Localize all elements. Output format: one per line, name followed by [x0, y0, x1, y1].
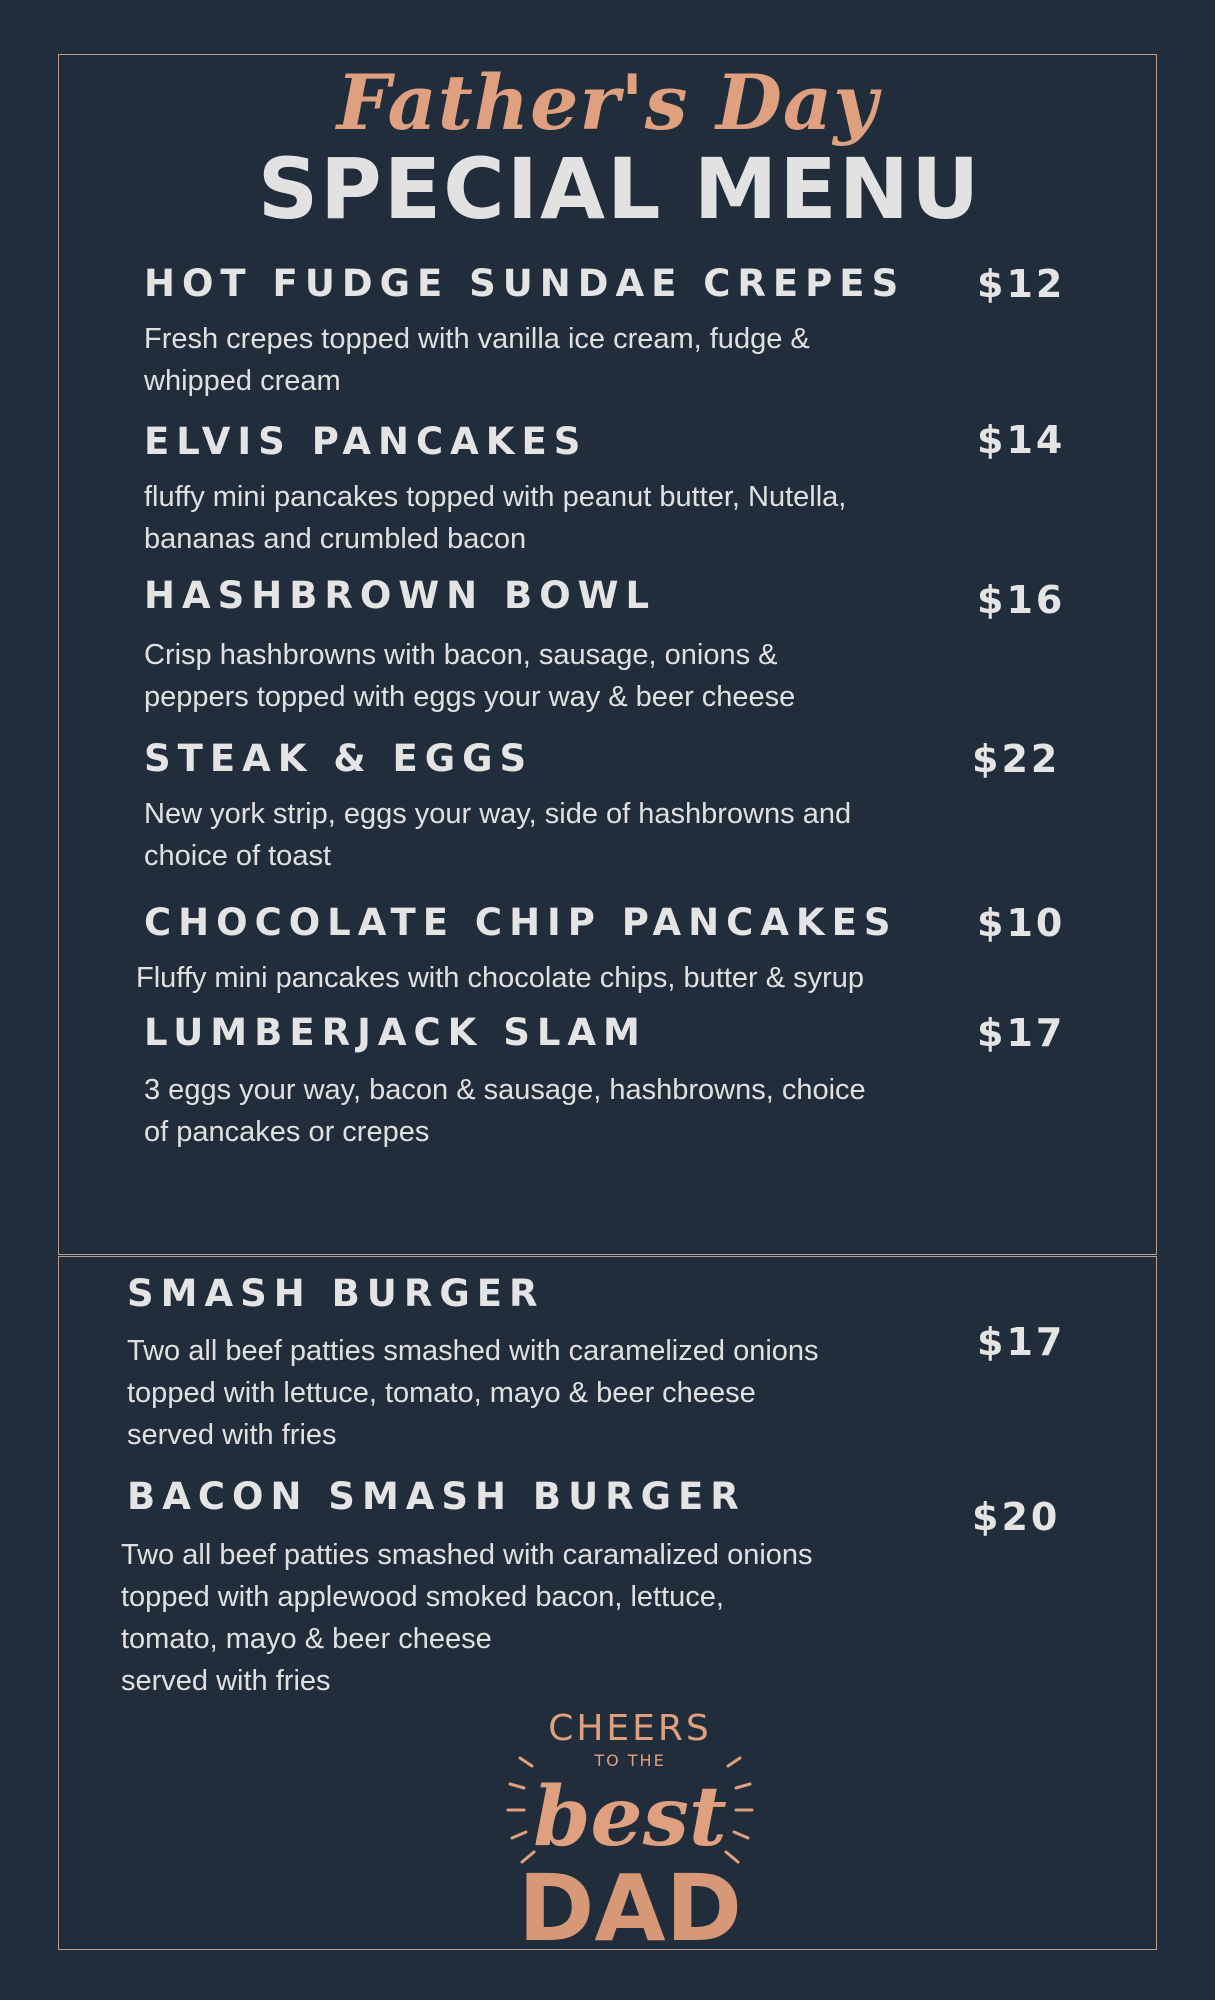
script-title: Father's Day: [336, 58, 879, 147]
menu-item-name: BACON SMASH BURGER: [127, 1475, 746, 1518]
menu-item-price: $16: [977, 578, 1066, 622]
logo-best-text: best: [533, 1769, 727, 1865]
logo-to-the-text: TO THE: [594, 1751, 666, 1770]
menu-item-price: $12: [977, 262, 1066, 306]
menu-item-price: $17: [977, 1011, 1066, 1055]
menu-item-description: Fluffy mini pancakes with chocolate chips, butter & syrup: [136, 962, 865, 994]
menu-item-price: $20: [972, 1495, 1061, 1539]
menu-item-price: $14: [977, 418, 1066, 462]
menu-item-description: Fresh crepes topped with vanilla ice cream, fudge & whipped cream: [144, 323, 810, 397]
menu-item-name: LUMBERJACK SLAM: [144, 1011, 647, 1054]
menu-item-description: Crisp hashbrowns with bacon, sausage, onions & peppers topped with eggs your way & beer cheese: [144, 639, 796, 713]
logo-cheers-text: CHEERS: [548, 1708, 712, 1749]
cheers-logo: [490, 1700, 770, 1950]
menu-item-price: $22: [972, 737, 1061, 781]
menu-item-description: fluffy mini pancakes topped with peanut butter, Nutella, bananas and crumbled bacon: [144, 481, 847, 555]
menu-item-description: New york strip, eggs your way, side of hashbrowns and choice of toast: [144, 798, 852, 872]
menu-item-name: STEAK & EGGS: [144, 737, 534, 780]
menu-item-name: HOT FUDGE SUNDAE CREPES: [144, 262, 906, 305]
menu-item-description: Two all beef patties smashed with caramalized onions topped with applewood smoked bacon, lettuce, tomato, mayo & beer cheese served with fries: [121, 1539, 813, 1697]
menu-item-name: SMASH BURGER: [127, 1272, 545, 1315]
menu-item-name: CHOCOLATE CHIP PANCAKES: [144, 901, 898, 944]
menu-item-description: 3 eggs your way, bacon & sausage, hashbrowns, choice of pancakes or crepes: [144, 1074, 866, 1148]
menu-item-description: Two all beef patties smashed with caramelized onions topped with lettuce, tomato, mayo & beer cheese served with fries: [127, 1335, 819, 1451]
logo-dad-text: DAD: [518, 1855, 742, 1950]
main-title: SPECIAL MENU: [257, 140, 982, 238]
menu-item-name: HASHBROWN BOWL: [144, 574, 657, 617]
menu-item-price: $10: [977, 901, 1066, 945]
menu-item-price: $17: [977, 1320, 1066, 1364]
menu-item-name: ELVIS PANCAKES: [144, 420, 588, 463]
